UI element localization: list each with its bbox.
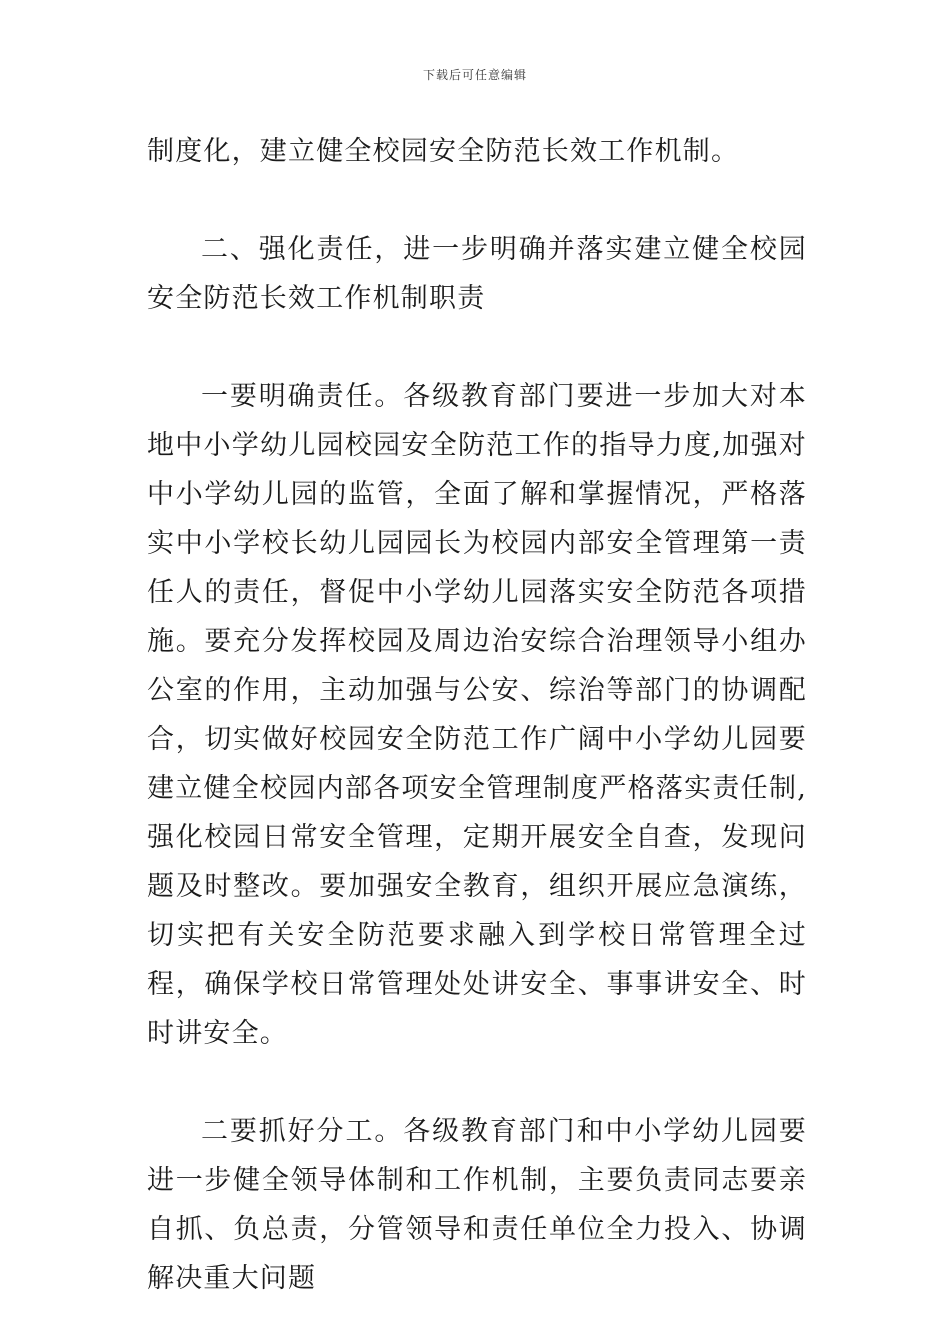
paragraph-continuation: 制度化，建立健全校园安全防范长效工作机制。 xyxy=(147,136,740,167)
section-heading: 二、强化责任，进一步明确并落实建立健全校园安全防范长效工作机制职责 xyxy=(147,234,807,314)
paragraph-responsibility: 一要明确责任。各级教育部门要进一步加大对本地中小学幼儿园校园安全防范工作的指导力度,加强对中小学幼儿园的监管，全面了解和掌握情况，严格落实中小学校长幼儿园园长为校园内部安全管理第一责任人的责任，督促中小学幼儿园落实安全防范各项措施。要充分发挥校园及周边治安综合治理领导小组办公室的作用，主动加强与公安、综治等部门的协调配合，切实做好校园安全防范工作广阔中小学幼儿园要建立健全校园内部各项安全管理制度严格落实责任制,强化校园日常安全管理，定期开展安全自查，发现问题及时整改。要加强安全教育，组织开展应急演练，切实把有关安全防范要求融入到学校日常管理全过程，确保学校日常管理处处讲安全、事事讲安全、时时讲安全。 xyxy=(147,381,807,1049)
paragraph-division: 二要抓好分工。各级教育部门和中小学幼儿园要进一步健全领导体制和工作机制，主要负责同志要亲自抓、负总责，分管领导和责任单位全力投入、协调解决重大问题 xyxy=(147,1116,807,1294)
document-body xyxy=(147,127,807,1303)
page-header: 下载后可任意编辑 xyxy=(422,68,527,82)
